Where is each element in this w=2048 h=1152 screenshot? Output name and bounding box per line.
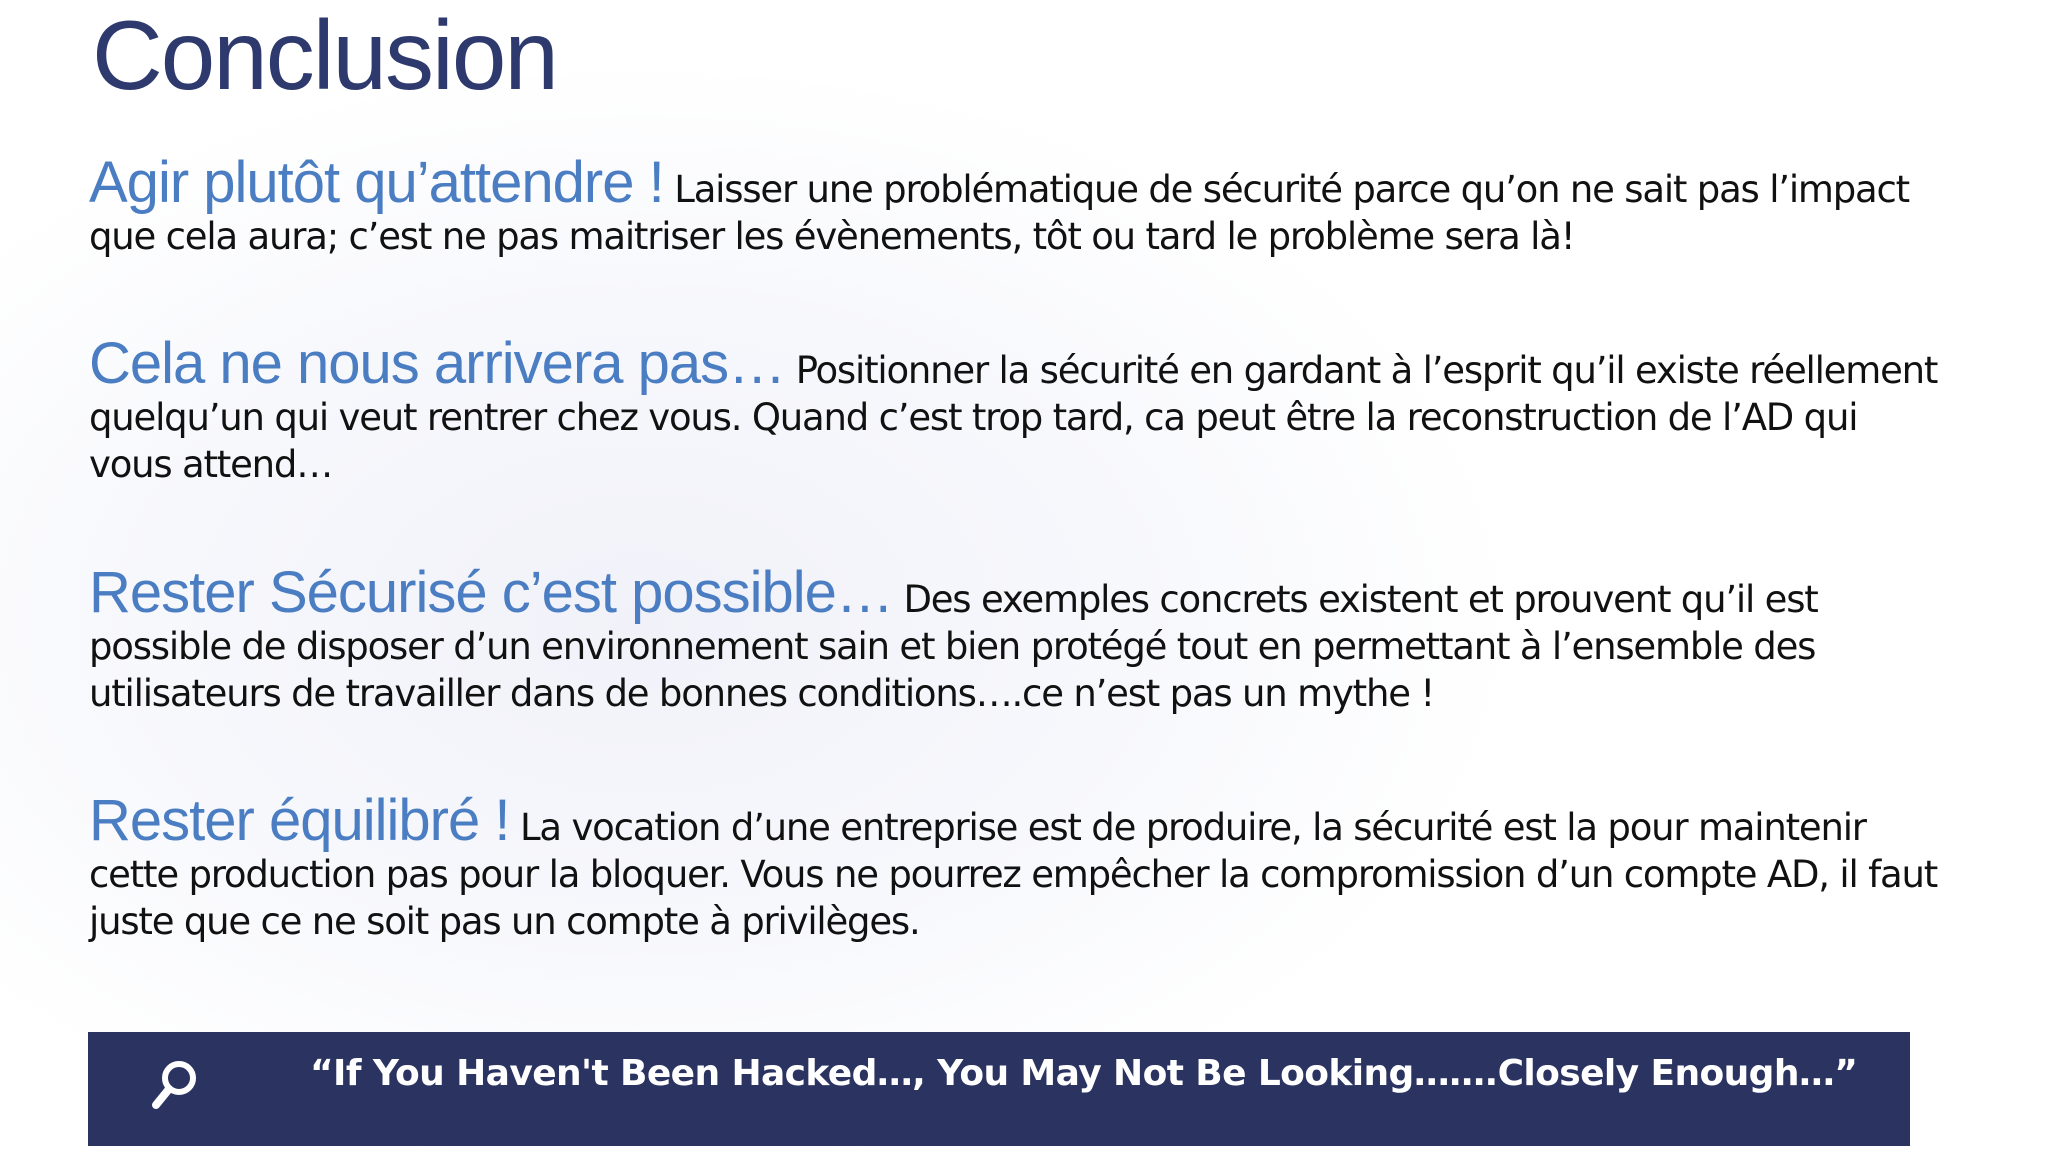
quote-banner xyxy=(88,1032,1910,1146)
quote-text: “If You Haven't Been Hacked…, You May Not Be Looking…….Closely Enough…” xyxy=(310,1053,1858,1094)
point-heading: Cela ne nous arrivera pas… xyxy=(89,331,786,396)
magnifier-icon xyxy=(150,1058,200,1114)
point-text: Laisser une problématique de sécurité parce qu’on ne sait pas l’impact que cela aura; c’est ne pas maitriser les évènements, tôt ou tard le problème sera là! xyxy=(89,168,1909,258)
point-heading: Rester équilibré ! xyxy=(89,788,510,853)
point-text: Des exemples concrets existent et prouvent qu’il est possible de disposer d’un environnement sain et bien protégé tout en permettant à l’ensemble des utilisateurs de travailler dans de bonnes conditions….ce n’est pas un mythe ! xyxy=(89,578,1818,715)
conclusion-point xyxy=(89,788,1949,945)
conclusion-point xyxy=(89,331,1949,488)
point-text: Positionner la sécurité en gardant à l’esprit qu’il existe réellement quelqu’un qui veut rentrer chez vous. Quand c’est trop tard, ca peut être la reconstruction de l’AD qui vous attend… xyxy=(89,349,1938,486)
slide-title: Conclusion xyxy=(92,0,557,110)
conclusion-point xyxy=(89,560,1949,717)
conclusion-point xyxy=(89,150,1949,260)
point-heading: Rester Sécurisé c’est possible… xyxy=(89,560,893,625)
point-heading: Agir plutôt qu’attendre ! xyxy=(89,150,664,215)
point-text: La vocation d’une entreprise est de produire, la sécurité est la pour maintenir cette production pas pour la bloquer. Vous ne pourrez empêcher la compromission d’un compte AD, il faut juste que ce ne soit pas un compte à privilèges. xyxy=(89,806,1938,943)
